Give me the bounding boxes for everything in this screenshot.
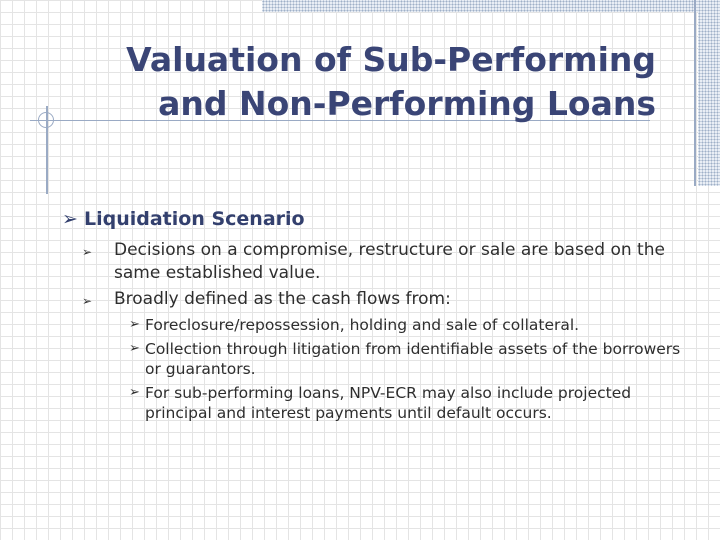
subbullet-item [62, 315, 682, 335]
subbullet-list [62, 315, 682, 423]
arrow-bullet-icon: ➢ [82, 245, 93, 259]
crosshair-icon [38, 112, 54, 128]
bullet-item [62, 239, 682, 285]
bullet-item [62, 288, 682, 311]
decorative-right-rule [694, 0, 696, 186]
subbullet-text: Collection through litigation from identifiable assets of the borrowers or guarantors. [145, 340, 681, 378]
arrow-bullet-icon: ➢ [129, 385, 140, 400]
subbullet-item [62, 383, 682, 423]
heading-text: Liquidation Scenario [84, 208, 305, 230]
subbullet-text: For sub-performing loans, NPV-ECR may also include projected principal and interest payments until default occurs. [145, 384, 632, 422]
arrow-bullet-icon: ➢ [82, 294, 93, 308]
level1-heading [62, 206, 682, 232]
slide-body [62, 206, 682, 423]
subbullet-text: Foreclosure/repossession, holding and sale of collateral. [145, 316, 580, 334]
title-line-1: Valuation of Sub-Performing [126, 40, 656, 79]
arrow-bullet-icon: ➢ [62, 208, 78, 230]
corner-pattern-vertical [698, 0, 720, 186]
corner-pattern [262, 0, 720, 12]
subbullet-item [62, 339, 682, 379]
arrow-bullet-icon: ➢ [129, 341, 140, 356]
title-line-2: and Non-Performing Loans [158, 84, 656, 123]
arrow-bullet-icon: ➢ [129, 317, 140, 332]
bullet-text: Broadly defined as the cash flows from: [114, 289, 451, 309]
bullet-text: Decisions on a compromise, restructure or sale are based on the same established value. [114, 240, 665, 283]
slide-title [60, 38, 656, 126]
